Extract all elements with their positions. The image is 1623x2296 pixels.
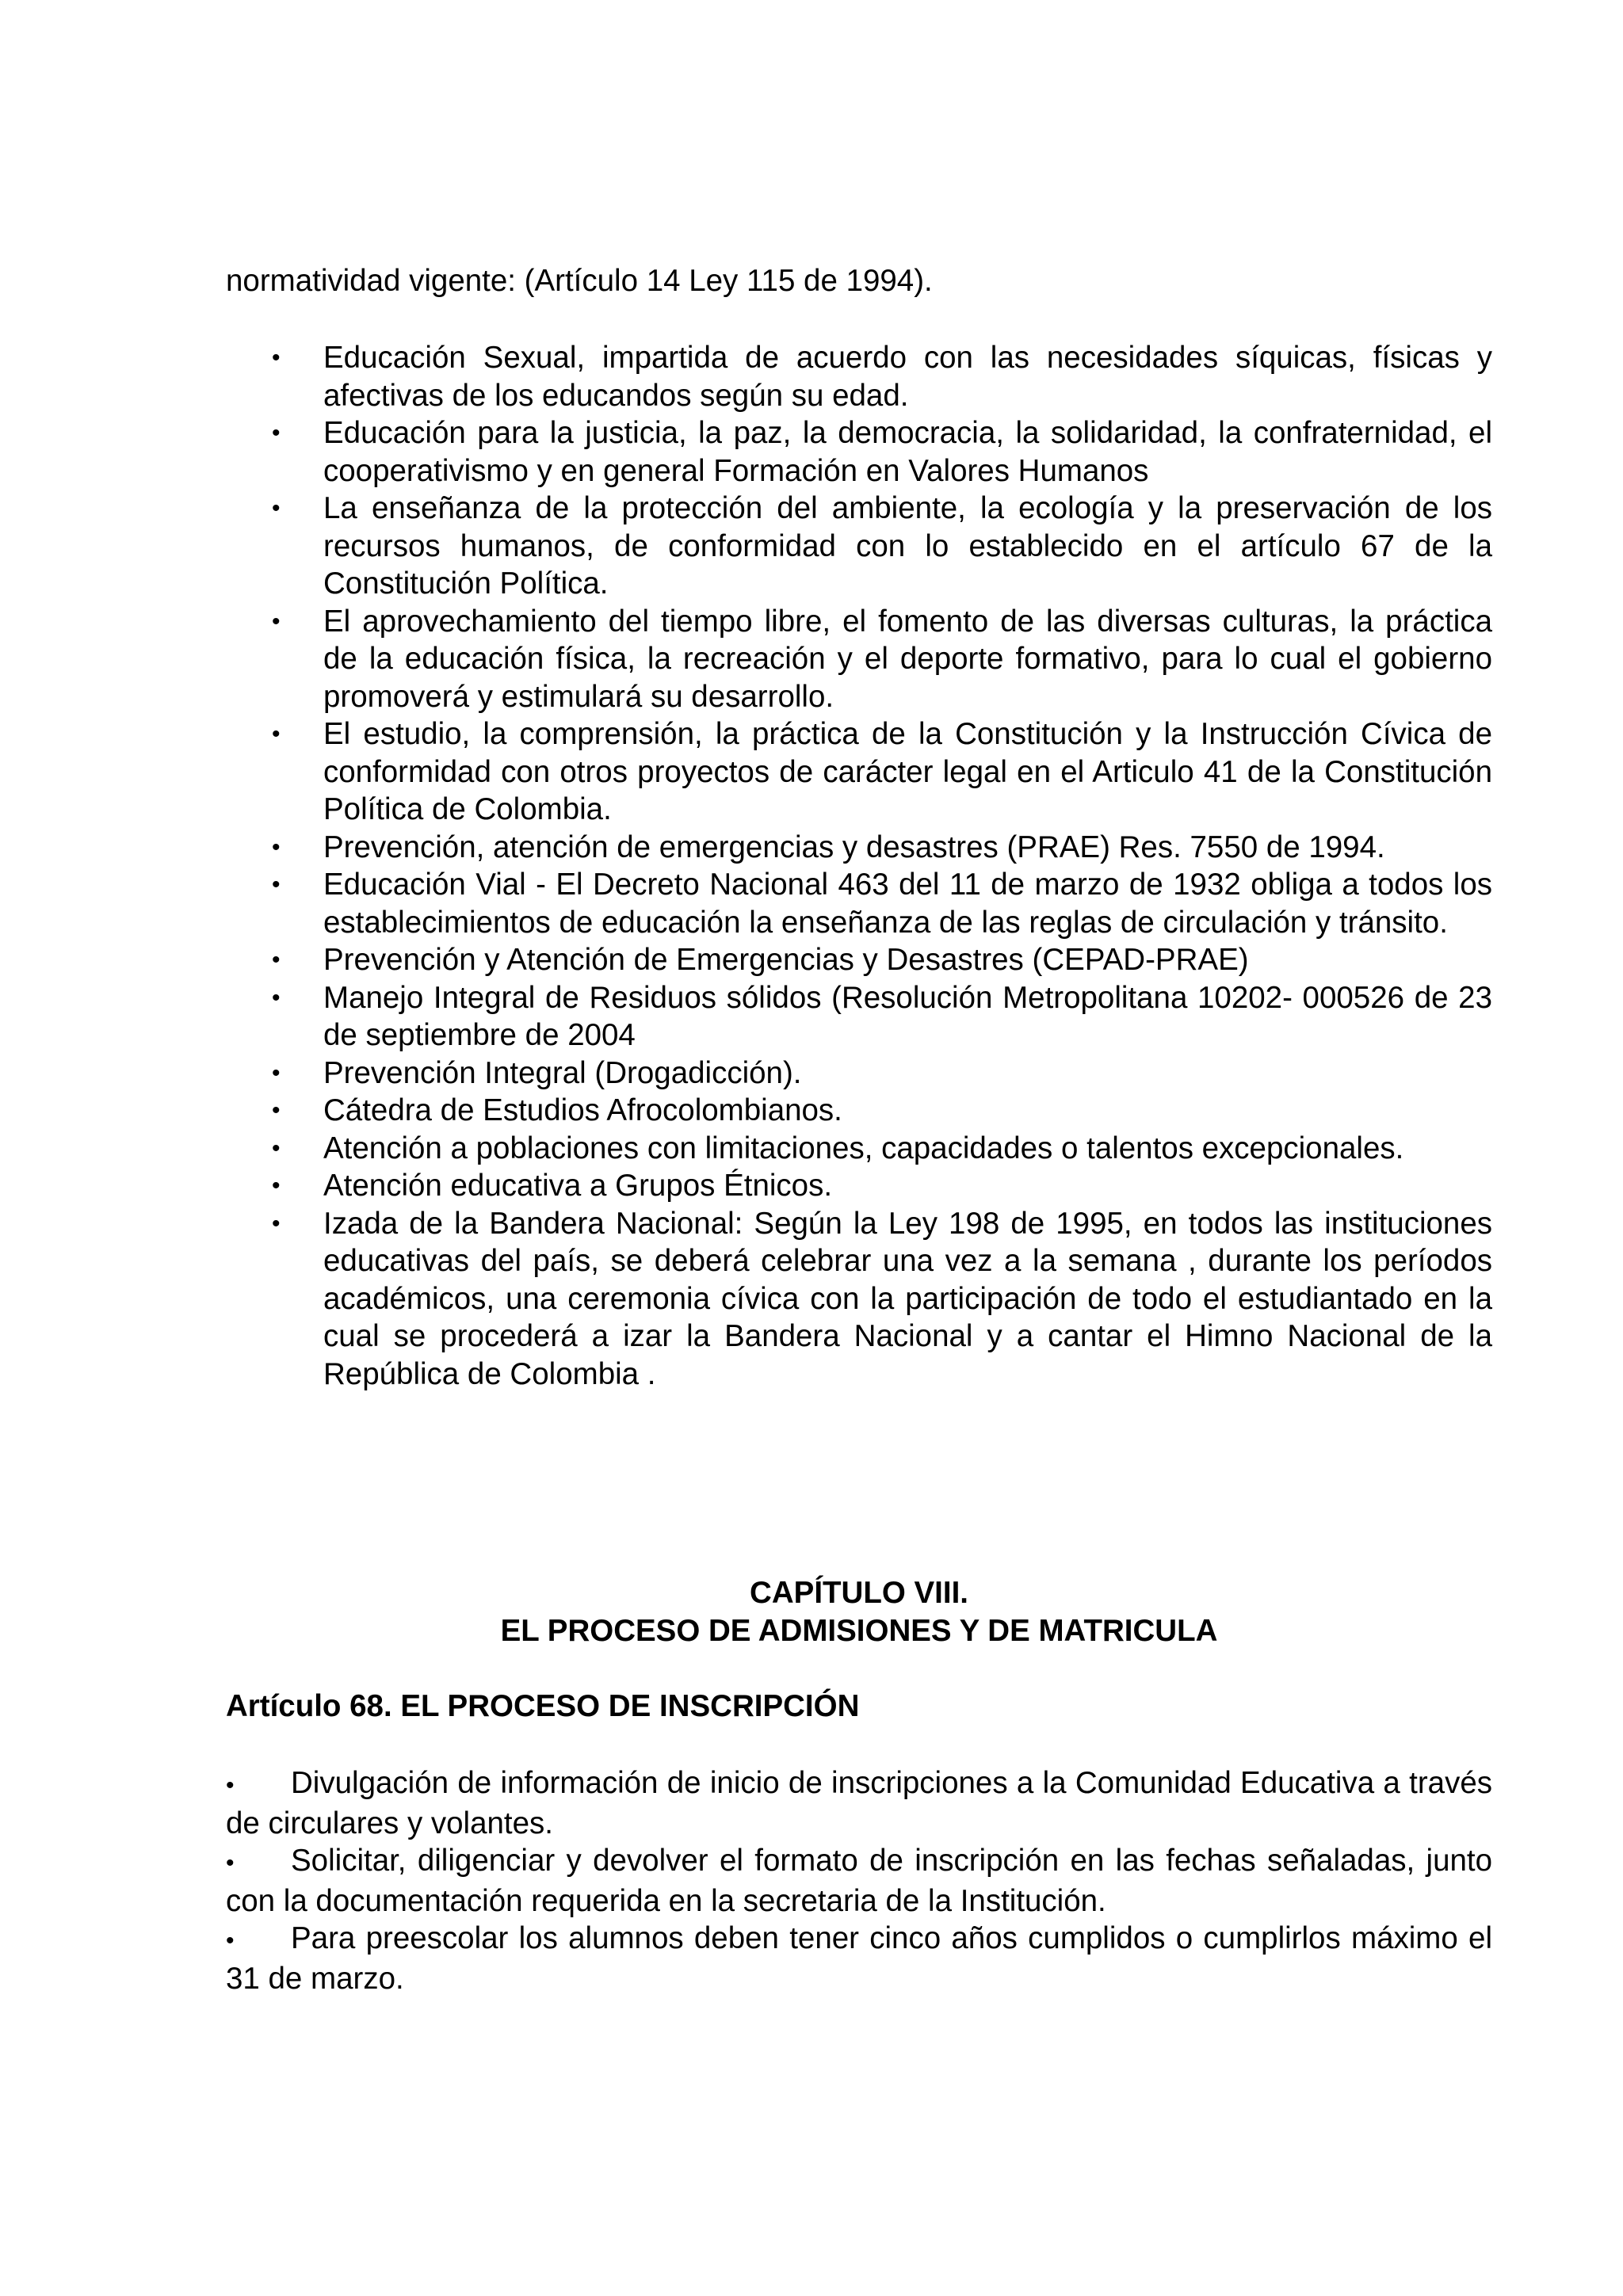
bullet-icon: • [272, 1135, 281, 1161]
intro-line: normatividad vigente: (Artículo 14 Ley 115 de 1994). [226, 264, 933, 298]
bullet-icon: • [226, 1772, 235, 1798]
bullet-icon: • [272, 1097, 281, 1123]
bullet-icon: • [272, 947, 281, 973]
steps-list [226, 1764, 1492, 1997]
list-item-text: Educación para la justicia, la paz, la democracia, la solidaridad, la confraternidad, el cooperativismo y en general Formación en Valores Humanos [323, 416, 1492, 488]
chapter-title: EL PROCESO DE ADMISIONES Y DE MATRICULA [500, 1613, 1218, 1648]
bullet-icon: • [272, 871, 281, 898]
list-item [226, 1205, 1492, 1394]
list-item-text: Prevención y Atención de Emergencias y Desastres (CEPAD-PRAE) [323, 943, 1249, 977]
list-item [226, 1842, 1492, 1920]
list-item-text: El aprovechamiento del tiempo libre, el fomento de las diversas culturas, la práctica de la educación física, la recreación y el deporte formativo, para lo cual el gobierno promoverá y estimulará su desarrollo. [323, 604, 1492, 714]
list-item-text: Prevención, atención de emergencias y desastres (PRAE) Res. 7550 de 1994. [323, 830, 1385, 864]
list-item-text: Educación Sexual, impartida de acuerdo con las necesidades síquicas, físicas y afectivas de los educandos según su edad. [323, 341, 1492, 413]
topics-list [226, 339, 1492, 1393]
list-item [226, 1130, 1492, 1168]
bullet-icon: • [272, 1059, 281, 1086]
bullet-icon: • [272, 833, 281, 860]
bullet-icon: • [226, 1928, 235, 1954]
list-item [226, 1920, 1492, 1997]
list-item-text: Atención educativa a Grupos Étnicos. [323, 1169, 833, 1203]
list-item [226, 603, 1492, 716]
list-item [226, 941, 1492, 979]
list-item [226, 979, 1492, 1055]
list-item [226, 339, 1492, 414]
bullet-icon: • [272, 721, 281, 747]
list-item-text: El estudio, la comprensión, la práctica de la Constitución y la Instrucción Cívica de conformidad con otros proyectos de carácter legal en el Articulo 41 de la Constitución Política de Colombia. [323, 717, 1492, 826]
list-item-text: Solicitar, diligenciar y devolver el formato de inscripción en las fechas señaladas, junto con la documentación requerida en la secretaria de la Institución. [226, 1844, 1492, 1918]
list-item [226, 414, 1492, 490]
list-item [226, 866, 1492, 941]
bullet-icon: • [272, 608, 281, 635]
list-item [226, 1092, 1492, 1130]
bullet-icon: • [272, 984, 281, 1011]
list-item-text: Cátedra de Estudios Afrocolombianos. [323, 1093, 842, 1127]
bullet-icon: • [272, 1210, 281, 1237]
list-item [226, 829, 1492, 867]
list-item-text: Izada de la Bandera Nacional: Según la Ley 198 de 1995, en todos las instituciones educativas del país, se deberá celebrar una vez a la semana , durante los períodos académicos, una ceremonia cívica con la participación de todo el estudiantado en la cual se procederá a izar la Bandera Nacional y a cantar el Himno Nacional de la República de Colombia . [323, 1206, 1492, 1391]
list-item-text: Para preescolar los alumnos deben tener cinco años cumplidos o cumplirlos máximo el 31 de marzo. [226, 1921, 1492, 1996]
list-item [226, 1764, 1492, 1842]
bullet-icon: • [272, 345, 281, 371]
bullet-icon: • [272, 420, 281, 446]
list-item-text: Manejo Integral de Residuos sólidos (Resolución Metropolitana 10202- 000526 de 23 de septiembre de 2004 [323, 980, 1492, 1052]
list-item-text: Divulgación de información de inicio de inscripciones a la Comunidad Educativa a través de circulares y volantes. [226, 1766, 1492, 1840]
list-item-text: Prevención Integral (Drogadicción). [323, 1055, 802, 1090]
list-item [226, 715, 1492, 829]
chapter-heading [226, 1574, 1492, 1650]
bullet-icon: • [272, 495, 281, 521]
list-item [226, 1167, 1492, 1205]
bullet-icon: • [272, 1173, 281, 1199]
list-item [226, 490, 1492, 603]
list-item-text: La enseñanza de la protección del ambiente, la ecología y la preservación de los recursos humanos, de conformidad con lo establecido en el artículo 67 de la Constitución Política. [323, 491, 1492, 601]
list-item [226, 1055, 1492, 1093]
list-item-text: Educación Vial - El Decreto Nacional 463 del 11 de marzo de 1932 obliga a todos los establecimientos de educación la enseñanza de las reglas de circulación y tránsito. [323, 868, 1492, 940]
article-title: Artículo 68. EL PROCESO DE INSCRIPCIÓN [226, 1689, 860, 1723]
bullet-icon: • [226, 1850, 235, 1876]
list-item-text: Atención a poblaciones con limitaciones, capacidades o talentos excepcionales. [323, 1131, 1404, 1165]
chapter-number: CAPÍTULO VIII. [750, 1576, 968, 1610]
